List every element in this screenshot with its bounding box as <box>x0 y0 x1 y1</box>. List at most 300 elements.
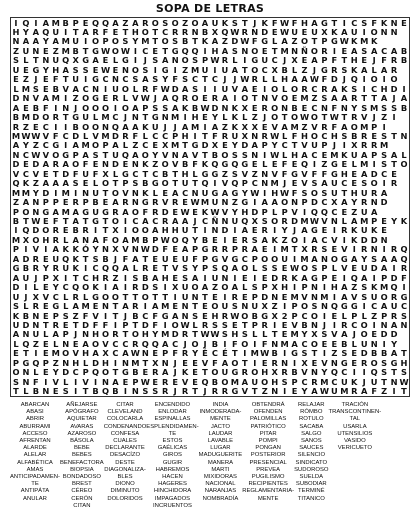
grid-letter[interactable]: Q <box>221 263 229 274</box>
grid-letter[interactable]: W <box>230 27 240 38</box>
grid-letter[interactable]: H <box>171 225 179 236</box>
grid-letter[interactable]: Y <box>231 140 238 151</box>
grid-letter[interactable]: T <box>391 367 397 378</box>
grid-letter[interactable]: T <box>152 27 159 38</box>
grid-letter[interactable]: S <box>62 310 69 321</box>
grid-letter[interactable]: T <box>391 159 397 170</box>
grid-letter[interactable]: J <box>173 357 177 368</box>
grid-letter[interactable]: S <box>341 64 348 75</box>
grid-letter[interactable]: B <box>281 64 288 75</box>
grid-letter[interactable]: L <box>82 291 89 302</box>
grid-letter[interactable]: A <box>390 348 398 359</box>
grid-letter[interactable]: V <box>241 168 249 179</box>
grid-letter[interactable]: B <box>62 17 69 28</box>
grid-letter[interactable]: C <box>311 102 318 113</box>
grid-letter[interactable]: X <box>321 27 328 38</box>
grid-letter[interactable] <box>399 112 409 121</box>
grid-letter[interactable]: G <box>251 55 259 66</box>
grid-letter[interactable]: C <box>142 310 149 321</box>
grid-letter[interactable]: É <box>222 348 228 359</box>
grid-letter[interactable]: E <box>172 244 178 255</box>
grid-letter[interactable]: V <box>301 291 308 302</box>
grid-letter[interactable]: E <box>142 367 149 378</box>
grid-letter[interactable]: C <box>381 45 388 56</box>
grid-letter[interactable]: N <box>82 329 90 340</box>
grid-letter[interactable]: F <box>291 130 298 141</box>
grid-letter[interactable]: Z <box>52 357 59 368</box>
grid-letter[interactable]: O <box>171 234 179 245</box>
grid-letter[interactable]: N <box>62 357 70 368</box>
grid-letter[interactable]: A <box>361 149 368 160</box>
grid-letter[interactable]: A <box>351 216 358 227</box>
grid-letter[interactable]: C <box>400 301 408 312</box>
grid-letter[interactable]: S <box>271 263 278 274</box>
grid-letter[interactable]: K <box>231 121 239 132</box>
grid-letter[interactable]: Y <box>152 329 159 340</box>
grid-letter[interactable]: I <box>223 291 227 302</box>
grid-letter[interactable]: F <box>142 206 149 217</box>
grid-letter[interactable]: V <box>351 291 358 302</box>
grid-letter[interactable]: Z <box>221 121 228 132</box>
grid-letter[interactable]: E <box>331 310 338 321</box>
grid-letter[interactable]: E <box>331 338 338 349</box>
grid-letter[interactable]: R <box>82 225 89 236</box>
grid-letter[interactable]: C <box>381 168 388 179</box>
grid-letter[interactable]: A <box>72 140 79 151</box>
grid-letter[interactable]: I <box>372 319 376 330</box>
grid-letter[interactable]: D <box>151 244 159 255</box>
grid-letter[interactable]: L <box>351 159 357 170</box>
grid-letter[interactable]: W <box>130 348 140 359</box>
grid-letter[interactable]: B <box>351 130 358 141</box>
grid-letter[interactable]: S <box>72 64 79 75</box>
grid-letter[interactable]: Q <box>92 367 100 378</box>
grid-letter[interactable]: P <box>192 244 199 255</box>
grid-letter[interactable]: L <box>192 168 198 179</box>
grid-letter[interactable]: T <box>112 367 119 378</box>
grid-letter[interactable]: M <box>300 216 309 227</box>
grid-letter[interactable]: Y <box>22 140 29 151</box>
grid-letter[interactable]: G <box>201 168 209 179</box>
grid-letter[interactable]: R <box>142 17 149 28</box>
grid-letter[interactable]: M <box>360 159 369 170</box>
grid-letter[interactable]: C <box>331 206 338 217</box>
grid-letter[interactable]: P <box>321 263 328 274</box>
grid-letter[interactable]: T <box>321 112 328 123</box>
grid-letter[interactable]: S <box>251 234 258 245</box>
grid-letter[interactable]: A <box>132 17 139 28</box>
grid-letter[interactable]: A <box>12 272 20 283</box>
grid-letter[interactable]: S <box>401 310 407 321</box>
grid-letter[interactable]: E <box>42 282 49 293</box>
grid-letter[interactable]: C <box>301 376 308 387</box>
grid-letter[interactable]: Q <box>310 206 318 217</box>
grid-letter[interactable]: R <box>321 45 328 56</box>
grid-letter[interactable]: S <box>92 149 99 160</box>
grid-letter[interactable]: V <box>191 149 199 160</box>
grid-letter[interactable]: Q <box>62 55 70 66</box>
grid-letter[interactable]: Q <box>22 338 30 349</box>
grid-letter[interactable]: U <box>390 301 398 312</box>
grid-letter[interactable]: E <box>202 112 208 123</box>
grid-letter[interactable]: O <box>82 102 90 113</box>
grid-letter[interactable]: N <box>32 319 40 330</box>
grid-letter[interactable]: N <box>310 282 318 293</box>
grid-letter[interactable]: B <box>291 367 298 378</box>
grid-letter[interactable] <box>399 339 409 348</box>
grid-letter[interactable]: H <box>350 187 358 198</box>
grid-letter[interactable]: A <box>152 225 159 236</box>
grid-letter[interactable]: S <box>241 149 248 160</box>
grid-letter[interactable]: D <box>291 216 299 227</box>
grid-letter[interactable]: Q <box>121 149 129 160</box>
grid-letter[interactable]: J <box>113 253 117 264</box>
grid-letter[interactable]: V <box>331 234 338 245</box>
grid-letter[interactable]: T <box>82 386 89 397</box>
grid-letter[interactable]: W <box>339 36 349 47</box>
grid-letter[interactable]: B <box>211 376 219 387</box>
grid-letter[interactable]: L <box>272 36 278 47</box>
grid-letter[interactable]: U <box>32 329 40 340</box>
grid-letter[interactable]: F <box>102 234 109 245</box>
grid-letter[interactable]: L <box>132 263 139 274</box>
grid-letter[interactable]: O <box>211 301 219 312</box>
grid-letter[interactable]: A <box>390 253 398 264</box>
grid-letter[interactable]: M <box>161 329 170 340</box>
grid-letter[interactable]: I <box>84 74 88 85</box>
grid-letter[interactable]: G <box>390 357 398 368</box>
grid-letter[interactable]: L <box>341 310 347 321</box>
grid-letter[interactable]: T <box>142 253 149 264</box>
grid-letter[interactable]: P <box>72 17 79 28</box>
grid-letter[interactable]: G <box>241 197 249 208</box>
grid-letter[interactable]: E <box>42 74 49 85</box>
grid-letter[interactable]: O <box>141 225 149 236</box>
grid-letter[interactable]: N <box>191 291 199 302</box>
grid-letter[interactable]: P <box>291 376 298 387</box>
grid-letter[interactable]: C <box>192 74 199 85</box>
grid-letter[interactable]: S <box>261 263 268 274</box>
grid-letter[interactable]: O <box>191 17 199 28</box>
grid-letter[interactable]: C <box>132 168 139 179</box>
grid-letter[interactable]: A <box>191 272 199 283</box>
grid-letter[interactable]: S <box>361 102 368 113</box>
grid-letter[interactable]: N <box>390 376 398 387</box>
grid-letter[interactable]: H <box>72 357 80 368</box>
grid-letter[interactable]: L <box>63 301 69 312</box>
grid-letter[interactable]: C <box>112 112 119 123</box>
grid-letter[interactable]: A <box>311 17 318 28</box>
grid-letter[interactable]: T <box>132 319 139 330</box>
grid-letter[interactable]: V <box>301 168 308 179</box>
grid-letter[interactable]: C <box>271 55 278 66</box>
grid-letter[interactable]: A <box>32 36 40 47</box>
grid-letter[interactable]: Q <box>101 386 110 397</box>
grid-letter[interactable]: I <box>382 178 386 189</box>
grid-letter[interactable]: A <box>351 253 358 264</box>
grid-letter[interactable]: R <box>351 112 358 123</box>
grid-letter[interactable]: E <box>351 178 358 189</box>
grid-letter[interactable]: O <box>380 291 388 302</box>
grid-letter[interactable]: F <box>212 130 218 141</box>
grid-letter[interactable] <box>399 27 409 36</box>
grid-letter[interactable]: P <box>261 282 268 293</box>
grid-letter[interactable]: X <box>112 225 119 236</box>
grid-letter[interactable]: I <box>322 310 326 321</box>
grid-letter[interactable]: A <box>380 301 388 312</box>
grid-letter[interactable]: V <box>162 149 169 160</box>
grid-letter[interactable]: I <box>44 244 48 255</box>
grid-letter[interactable]: M <box>370 102 379 113</box>
grid-letter[interactable]: A <box>12 329 20 340</box>
grid-letter[interactable]: F <box>172 74 178 85</box>
grid-letter[interactable]: X <box>211 140 219 151</box>
grid-letter[interactable]: E <box>72 338 79 349</box>
grid-letter[interactable]: U <box>92 187 99 198</box>
grid-letter[interactable]: D <box>271 272 279 283</box>
grid-letter[interactable]: E <box>23 102 29 113</box>
grid-letter[interactable]: R <box>351 386 358 397</box>
grid-letter[interactable]: E <box>351 168 358 179</box>
grid-letter[interactable]: U <box>181 225 189 236</box>
grid-letter[interactable]: G <box>311 272 318 283</box>
grid-letter[interactable]: N <box>12 149 20 160</box>
grid-letter[interactable]: F <box>321 168 328 179</box>
grid-letter[interactable]: B <box>371 348 378 359</box>
grid-letter[interactable]: J <box>233 74 237 85</box>
grid-letter[interactable]: P <box>321 36 328 47</box>
grid-letter[interactable]: E <box>172 301 178 312</box>
grid-letter[interactable]: G <box>231 386 239 397</box>
grid-letter[interactable]: S <box>321 187 328 198</box>
grid-letter[interactable]: E <box>261 121 268 132</box>
grid-letter[interactable]: R <box>171 197 179 208</box>
grid-letter[interactable]: M <box>81 140 90 151</box>
grid-letter[interactable]: F <box>82 310 89 321</box>
grid-letter[interactable]: P <box>371 149 378 160</box>
grid-letter[interactable]: D <box>390 329 398 340</box>
grid-letter[interactable]: F <box>321 74 328 85</box>
grid-letter[interactable]: G <box>211 168 219 179</box>
grid-letter[interactable]: E <box>341 159 348 170</box>
grid-letter[interactable]: E <box>102 55 109 66</box>
grid-letter[interactable]: S <box>361 178 368 189</box>
grid-letter[interactable]: I <box>213 178 217 189</box>
grid-letter[interactable]: U <box>221 367 229 378</box>
grid-letter[interactable]: G <box>321 64 328 75</box>
grid-letter[interactable]: Y <box>192 348 199 359</box>
grid-letter[interactable]: B <box>251 310 258 321</box>
grid-letter[interactable]: V <box>321 216 328 227</box>
grid-letter[interactable]: J <box>283 55 287 66</box>
grid-letter[interactable]: S <box>211 319 218 330</box>
grid-letter[interactable]: I <box>352 244 356 255</box>
grid-letter[interactable]: E <box>381 225 387 236</box>
grid-letter[interactable]: W <box>100 45 111 56</box>
grid-letter[interactable]: S <box>152 55 159 66</box>
grid-letter[interactable]: G <box>82 55 90 66</box>
grid-letter[interactable]: R <box>122 197 129 208</box>
grid-letter[interactable]: T <box>13 386 19 397</box>
grid-letter[interactable]: O <box>141 149 149 160</box>
grid-letter[interactable]: A <box>82 149 89 160</box>
grid-letter[interactable]: L <box>112 55 119 66</box>
grid-letter[interactable]: G <box>32 64 40 75</box>
grid-letter[interactable]: A <box>112 282 119 293</box>
grid-letter[interactable]: U <box>370 291 378 302</box>
grid-letter[interactable]: O <box>370 357 378 368</box>
grid-letter[interactable]: I <box>322 282 326 293</box>
grid-letter[interactable]: N <box>261 178 269 189</box>
grid-letter[interactable]: I <box>64 27 68 38</box>
grid-letter[interactable]: E <box>212 291 218 302</box>
grid-letter[interactable]: N <box>161 357 169 368</box>
grid-letter[interactable]: A <box>241 225 249 236</box>
grid-letter[interactable]: F <box>122 253 129 264</box>
grid-letter[interactable]: D <box>22 319 30 330</box>
grid-letter[interactable]: N <box>221 102 229 113</box>
grid-letter[interactable]: C <box>82 83 89 94</box>
grid-letter[interactable]: X <box>32 291 40 302</box>
grid-letter[interactable]: T <box>112 301 119 312</box>
grid-letter[interactable]: B <box>181 36 189 47</box>
grid-letter[interactable]: G <box>92 45 99 56</box>
grid-letter[interactable]: K <box>231 102 239 113</box>
grid-letter[interactable]: V <box>32 168 40 179</box>
grid-letter[interactable]: O <box>370 74 378 85</box>
grid-letter[interactable]: O <box>111 216 119 227</box>
grid-letter[interactable]: O <box>310 187 318 198</box>
grid-letter[interactable]: J <box>34 74 38 85</box>
grid-letter[interactable]: V <box>341 263 348 274</box>
grid-letter[interactable]: Y <box>162 74 169 85</box>
grid-letter[interactable]: N <box>390 17 398 28</box>
grid-letter[interactable]: J <box>263 112 267 123</box>
grid-letter[interactable]: R <box>301 83 308 94</box>
grid-letter[interactable]: Z <box>122 17 129 28</box>
grid-letter[interactable]: O <box>360 319 368 330</box>
grid-letter[interactable]: G <box>62 149 70 160</box>
grid-letter[interactable]: E <box>311 357 318 368</box>
grid-letter[interactable]: I <box>163 319 167 330</box>
grid-letter[interactable]: I <box>123 216 127 227</box>
grid-letter[interactable]: C <box>211 348 218 359</box>
grid-letter[interactable]: Z <box>351 206 358 217</box>
grid-letter[interactable]: I <box>213 64 217 75</box>
grid-letter[interactable]: M <box>101 130 110 141</box>
grid-letter[interactable]: B <box>102 253 109 264</box>
grid-letter[interactable]: R <box>390 291 398 302</box>
grid-letter[interactable] <box>399 207 409 216</box>
grid-letter[interactable]: O <box>261 376 269 387</box>
grid-letter[interactable]: N <box>62 102 70 113</box>
grid-letter[interactable]: T <box>241 319 248 330</box>
grid-letter[interactable]: A <box>370 45 378 56</box>
grid-letter[interactable]: S <box>152 74 159 85</box>
grid-letter[interactable]: D <box>32 112 40 123</box>
grid-letter[interactable]: J <box>173 386 177 397</box>
grid-letter[interactable]: B <box>400 45 408 56</box>
grid-letter[interactable]: N <box>330 216 338 227</box>
grid-letter[interactable]: R <box>251 74 258 85</box>
grid-letter[interactable]: E <box>112 27 119 38</box>
grid-letter[interactable]: E <box>102 93 109 104</box>
grid-letter[interactable]: M <box>141 36 150 47</box>
grid-letter[interactable]: H <box>141 329 149 340</box>
grid-letter[interactable]: G <box>72 112 80 123</box>
grid-letter[interactable]: D <box>390 272 398 283</box>
grid-letter[interactable]: Y <box>22 27 29 38</box>
grid-letter[interactable]: M <box>360 216 369 227</box>
grid-letter[interactable]: G <box>330 168 338 179</box>
grid-letter[interactable]: X <box>271 282 278 293</box>
grid-letter[interactable]: L <box>232 55 238 66</box>
grid-letter[interactable]: T <box>23 216 29 227</box>
grid-letter[interactable]: U <box>112 83 119 94</box>
grid-letter[interactable]: O <box>101 329 110 340</box>
grid-letter[interactable]: O <box>251 64 259 75</box>
grid-letter[interactable]: W <box>180 206 190 217</box>
grid-letter[interactable]: K <box>72 244 79 255</box>
grid-letter[interactable]: A <box>22 197 30 208</box>
grid-letter[interactable]: F <box>212 357 218 368</box>
grid-letter[interactable]: O <box>330 253 338 264</box>
grid-letter[interactable]: G <box>161 310 169 321</box>
grid-letter[interactable]: U <box>181 178 189 189</box>
grid-letter[interactable]: D <box>251 206 259 217</box>
grid-letter[interactable]: G <box>92 291 99 302</box>
grid-letter[interactable]: I <box>54 187 58 198</box>
grid-letter[interactable]: G <box>330 159 338 170</box>
grid-letter[interactable]: I <box>362 74 366 85</box>
grid-letter[interactable]: T <box>162 291 169 302</box>
grid-letter[interactable]: V <box>42 149 50 160</box>
grid-letter[interactable]: I <box>392 386 396 397</box>
grid-letter[interactable]: P <box>251 319 258 330</box>
grid-letter[interactable]: E <box>301 55 308 66</box>
grid-letter[interactable]: P <box>12 357 20 368</box>
grid-letter[interactable]: E <box>152 253 159 264</box>
grid-letter[interactable]: D <box>221 225 229 236</box>
grid-letter[interactable]: T <box>311 348 318 359</box>
grid-letter[interactable]: B <box>211 149 219 160</box>
grid-letter[interactable]: C <box>321 234 328 245</box>
grid-letter[interactable]: I <box>173 291 177 302</box>
grid-letter[interactable]: W <box>180 319 190 330</box>
grid-letter[interactable]: L <box>122 140 129 151</box>
grid-letter[interactable]: I <box>392 263 396 274</box>
grid-letter[interactable]: T <box>281 112 288 123</box>
grid-letter[interactable]: E <box>291 386 298 397</box>
grid-letter[interactable]: N <box>32 206 40 217</box>
grid-letter[interactable]: E <box>321 338 328 349</box>
grid-letter[interactable]: X <box>171 282 179 293</box>
grid-letter[interactable]: A <box>181 149 189 160</box>
grid-letter[interactable]: E <box>241 272 248 283</box>
grid-letter[interactable]: U <box>221 83 229 94</box>
grid-letter[interactable]: W <box>210 329 220 340</box>
grid-letter[interactable]: T <box>72 319 79 330</box>
grid-letter[interactable]: U <box>181 253 189 264</box>
grid-letter[interactable]: D <box>112 159 119 170</box>
grid-letter[interactable]: T <box>241 64 248 75</box>
grid-letter[interactable]: T <box>122 329 129 340</box>
grid-letter[interactable]: C <box>62 130 69 141</box>
grid-letter[interactable]: A <box>251 244 258 255</box>
grid-letter[interactable]: O <box>241 263 249 274</box>
grid-letter[interactable]: C <box>351 17 358 28</box>
grid-letter[interactable]: R <box>281 272 288 283</box>
